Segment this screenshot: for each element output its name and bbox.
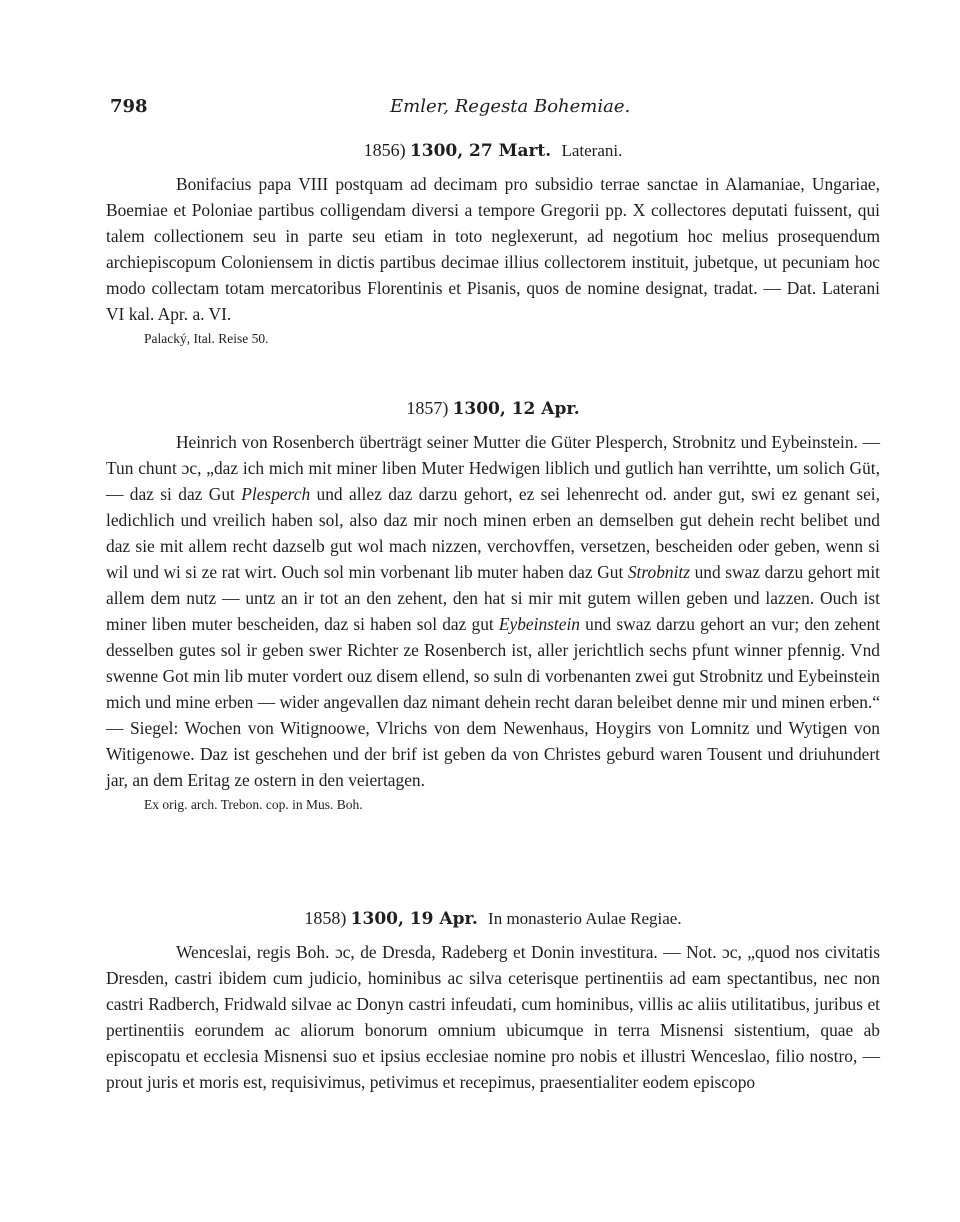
entry-text-part: und swaz darzu gehort an vur; den zehent desselben gutes sol ir geben swer Richter ze Rosenberch ist, aller jerichtlich sechs pfunt winner pfennig. Vnd swenne Got min lib muter vordert ouz disem ellend, so suln di vorbenanten zwei gut Strobnitz und Eybeinstein mich und mine erben — wider angevallen daz nimant dehein recht daran beleibet denne mir und minen erben.“ — Siegel: Wochen von Witignoowe, Vlrichs von dem Newenhaus, Hoygirs von Lomnitz und Wytigen von Witigenowe. Daz ist geschehen und der brif ist geben da von Christes geburd waren Tousent und driuhundert jar, an dem Eritag ze ostern in den veiertagen.	[106, 614, 880, 790]
entry-date: 1300, 12 Apr.	[452, 399, 580, 419]
entry-text-italic: Plesperch	[241, 484, 311, 504]
entry-source: Ex orig. arch. Trebon. cop. in Mus. Boh.	[144, 797, 363, 812]
entry-source: Palacký, Ital. Reise 50.	[144, 331, 269, 346]
entry-text: Bonifacius papa VIII postquam ad decimam pro subsidio terrae sanctae in Alamaniae, Ungariae, Boemiae et Poloniae partibus colligendam diversi a tempore Gregorii pp. X collectores deputati fuissent, qui talem collectionem seu in parte seu etiam in toto neglexerunt, ad negotium hoc melius prosequendum archiepiscopum Coloniensem in dictis partibus decimae illius collectorem instituit, jubetque, ut pecuniam hoc modo collectam totam mercatoribus Florentinis et Pisanis, quos de nomine designat, tradat. — Dat. Laterani VI kal. Apr. a. VI.	[106, 174, 880, 324]
entry-text-italic: Strobnitz	[627, 562, 691, 582]
running-title: Emler, Regesta Bohemiae.	[390, 96, 631, 117]
entry-1858	[106, 908, 880, 1095]
entry-date: 1300, 27 Mart.	[409, 141, 552, 161]
entry-place: Laterani.	[561, 141, 623, 160]
entry-number: 1856)	[363, 140, 406, 160]
entry-text: Wenceslai, regis Boh. ɔc, de Dresda, Radeberg et Donin investitura. — Not. ɔc, „quod nos civitatis Dresden, castri ibidem cum judicio, hominibus ac silva ceterisque pertinentiis ad eam spectantibus, nec non castri Radberch, Fridwald silvae ac Donyn castri infeudati, cum hominibus, villis ac aliis utilitatibus, juribus et pertinentiis eorundem ac aliorum bonorum omnium ubicumque in terra Misnensi sistentium, quae ab episcopatu et ecclesia Misnensi suo et ipsius ecclesiae nomine pro nobis et illustri Wenceslao, filio nostro, — prout juris et moris est, requisivimus, petivimus et recepimus, praesentialiter eodem episcopo	[106, 942, 880, 1092]
entry-text-italic: Eybeinstein	[498, 614, 581, 634]
entry-1857	[106, 398, 880, 813]
entry-1856	[106, 140, 880, 347]
entry-heading	[106, 398, 880, 419]
entry-text-part: und swaz darzu gehort mit allem dem nutz — untz an ir tot an den zehent, den hat si mir mit gutem willen geben und lazzen. Ouch ist miner liben muter bescheiden, daz si haben sol daz gut	[106, 562, 880, 634]
entry-number: 1857)	[406, 398, 449, 418]
entry-text	[106, 429, 880, 793]
entry-text-part: und allez daz darzu gehort, ez sei lehenrecht od. ander gut, swi ez genant sei, ledichlich und vreilich haben sol, also daz mir noch minen erben an demselben gut dehein recht belibet und daz sie mit allem recht dazselb gut wol mach nizzen, verchovffen, versetzen, bescheiden oder geben, wenn si wil und wi si ze rat wirt. Ouch sol min vorbenant lib muter haben daz Gut	[106, 484, 880, 582]
entry-heading	[106, 908, 880, 929]
entry-date: 1300, 19 Apr.	[350, 909, 478, 929]
page-number: 798	[110, 96, 148, 117]
entry-place: In monasterio Aulae Regiae.	[488, 909, 682, 928]
page-header	[110, 96, 880, 124]
entry-text-part: Heinrich von Rosenberch überträgt seiner Mutter die Güter Plesperch, Strobnitz und Eybeinstein. — Tun chunt ɔc, „daz ich mich mit miner liben Muter Hedwigen liblich und gutlich han verrihtte, um solich Güt, — daz si daz Gut	[106, 432, 880, 504]
entry-heading	[106, 140, 880, 161]
entry-number: 1858)	[304, 908, 347, 928]
